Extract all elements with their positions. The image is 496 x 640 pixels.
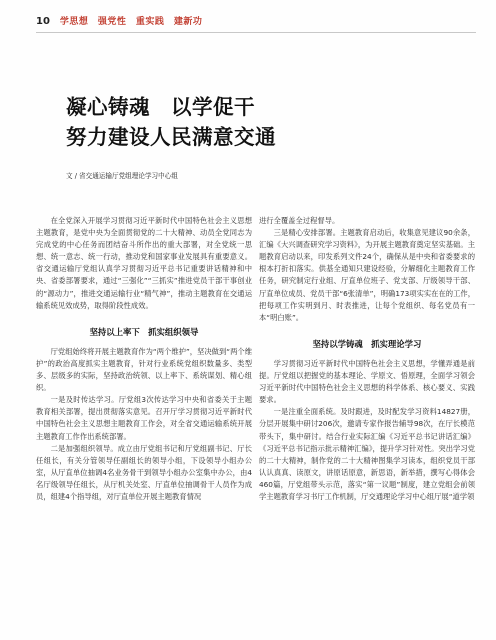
paragraph: 在全党深入开展学习贯彻习近平新时代中国特色社会主义思想主题教育，是党中央为全面贯彻党的二十大精神、动员全党同志为完成党的中心任务而团结奋斗所作出的重大部署，对全党统一思想、统一意志、统一行动，推动党和国家事业发展具有重要意义。省交通运输厅党组认真学习贯彻习近平总书记重要讲话精神和中央、省委部署要求，通过“三强化”“三抓实”推进党员干部干事创业的“源动力”，推进交通运输行业“精气神”，推动主题教育在交通运输系统见效成势，取得阶段性成效。 <box>36 216 252 310</box>
paragraph: 厅党组始终将开展主题教育作为“两个维护”，坚决做到“两个维护”的政治高度抓实主题教育，针对行业系统党组织数量多、类型多、层级多的实际，坚持政治统领、以上率下、系统谋划、精心组织。 <box>36 346 252 393</box>
paragraph: 三是精心安排部署。主题教育启动后，收集意见建议90余条，汇编《大兴调查研究学习资料》，为开展主题教育奠定坚实基础。主题教育启动以来，印发系列文件24个，确保从是中央和省委要求的根本打折扣落实。供基全通知只建设经验，分解细化主题教育工作任务，研究制定行业组、厅直单位班子、党支部、厅级领导干部、厅直单位成员、党员干部“6张清单”，明确173项实实在在的工作，把每项工作实明到月、时表推进，让每个党组织、每名党员有一本“明白账”。 <box>259 228 475 322</box>
right-column <box>259 215 475 503</box>
title-line-2: 努力建设人民满意交通 <box>66 125 276 149</box>
article-title <box>66 92 426 152</box>
paragraph: 学习贯彻习近平新时代中国特色社会主义思想，学懂弄通是前提。厅党组以把握党的基本理论、学原文、悟原理，全面学习领会习近平新时代中国特色社会主义思想的科学体系、核心要义、实践要求。 <box>259 358 475 405</box>
paragraph: 二是加强组织领导。成立由厅党组书记和厅党组副书记、厅长任组长，有关分管领导任副组长的领导小组，下设领导小组办公室，从厅直单位抽调4名业务骨干到领导小组办公室集中办公，由4名厅级领导任组长，从厅机关处室、厅直单位抽调骨干人员作为成员，组建4个指导组，对厅直单位开展主题教育情况 <box>36 443 252 501</box>
title-line-1: 凝心铸魂 以学促干 <box>66 95 255 119</box>
paragraph: 一是及时传达学习。厅党组3次传达学习中央和省委关于主题教育相关部署，提出贯彻落实意见。召开厅学习贯彻习近平新时代中国特色社会主义思想主题教育工作会，对全省交通运输系统开展主题教育工作作出系统部署。 <box>36 395 252 441</box>
paragraph: 进行全覆盖全过程督导。 <box>259 216 340 225</box>
section-heading: 坚持以上率下 抓实组织领导 <box>89 326 199 337</box>
article-byline: 文 / 省交通运输厅党组理论学习中心组 <box>66 172 178 180</box>
header-divider <box>36 32 476 33</box>
left-column <box>36 215 252 503</box>
page-number: 10 <box>36 16 50 27</box>
section-heading: 坚持以学铸魂 抓实理论学习 <box>312 338 422 349</box>
page-header <box>36 14 202 27</box>
paragraph: 一是注重全面系统。及时跟进，及时配发学习资料14827册，分层开展集中研讨206次，邀请专家作报告辅导98次，在厅长模范带头下，集中研讨。结合行业实际汇编《习近平总书记讲话汇编》《习近平总书记指示批示精神汇编》，提升学习针对性。突出学习党的二十大精神，制作党的二十大精神图集学习读本，组织党员干部认认真真、读原文，讲原话原意，新思语，新举措，撰写心得体会460篇，厅党组带头示范，落实“第一议题”制度，建立党组会前领学主题教育学习书厅工作机制，厅交通理论学习中心组厅展“道学领 <box>259 407 475 501</box>
header-slogan: 学思想 强党性 重实践 建新功 <box>59 17 203 27</box>
